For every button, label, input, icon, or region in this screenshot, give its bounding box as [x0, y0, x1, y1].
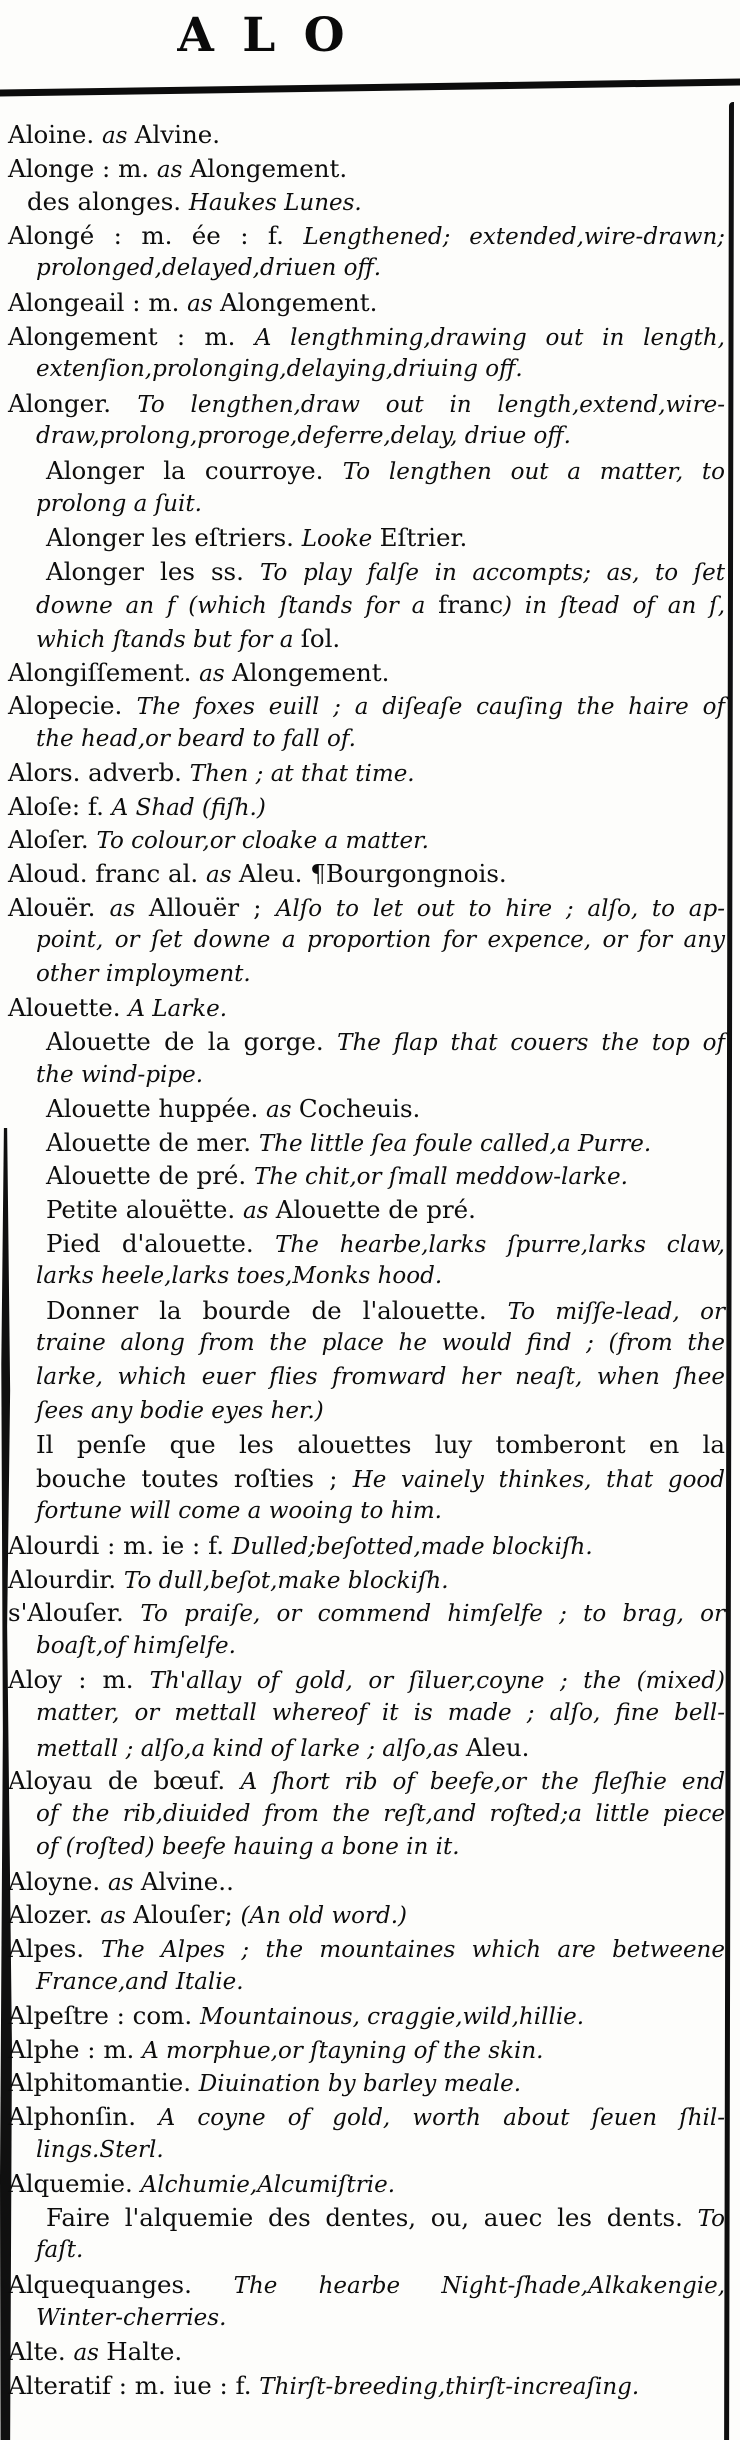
dictionary-entry: [0, 823, 740, 857]
entry-line: [0, 1395, 740, 1429]
entry-line: [0, 1563, 740, 1597]
italic-text: as: [109, 895, 149, 922]
entry-line: [0, 2369, 740, 2403]
roman-text: Aloyne.: [8, 1866, 108, 1896]
entry-line: [0, 1059, 740, 1093]
entry-line: [0, 2268, 740, 2302]
roman-text: Alte.: [8, 2337, 74, 2367]
entry-line: [0, 521, 740, 555]
italic-text: matter, or mettall whereof it is made ; alſo, fine bell-: [36, 1699, 725, 1726]
entry-line: [0, 2234, 740, 2268]
entry-line: [0, 1697, 740, 1731]
entry-line: [0, 2335, 740, 2369]
italic-text: A ſhort rib of beefe,or the fleſhie end: [240, 1769, 725, 1796]
roman-text: Alongé : m. ée : f.: [8, 220, 304, 250]
entry-line: [0, 1159, 740, 1193]
roman-text: Alongeail : m.: [8, 287, 188, 317]
italic-text: The chit,or ſmall meddow-larke.: [253, 1164, 628, 1191]
italic-text: A Shad (fiſh.): [111, 794, 266, 821]
roman-text: Alouette de pré.: [46, 1161, 254, 1191]
entry-line: [0, 622, 740, 656]
entry-line: [0, 2134, 740, 2168]
italic-text: of (roſted) beefe hauing a bone in it.: [36, 1834, 460, 1861]
italic-text: of the rib,diuided from the reſt,and roſted;a little piece: [36, 1800, 725, 1827]
roman-text: Alphonſin.: [8, 2102, 159, 2132]
dictionary-entry: [0, 2066, 740, 2100]
italic-text: To lengthen,draw out in length,extend,wire-: [137, 391, 725, 418]
dictionary-entry: [0, 286, 740, 320]
entry-line: [0, 454, 740, 488]
roman-text: Il penſe que les alouettes luy tomberont en la: [36, 1430, 725, 1460]
entry-line: [0, 1898, 740, 1932]
italic-text: traine along from the place he would find ; (from the: [36, 1330, 725, 1357]
roman-text: Alouër.: [8, 892, 110, 922]
roman-text: Alonger.: [8, 388, 138, 418]
italic-text: as: [73, 2340, 107, 2367]
entry-line: [0, 1361, 740, 1395]
entry-line: [0, 387, 740, 421]
entry-line: [0, 1260, 740, 1294]
entry-line: [0, 1092, 740, 1126]
entry-line: [0, 219, 740, 253]
entry-line: [0, 2302, 740, 2336]
italic-text: other imployment.: [36, 960, 251, 987]
roman-text: Alvine.: [134, 120, 221, 149]
entry-line: [0, 488, 740, 522]
italic-text: as: [156, 156, 190, 183]
italic-text: A lengthming,drawing out in length,: [254, 324, 725, 351]
entry-line: [0, 1731, 740, 1765]
roman-text: Alongement.: [219, 287, 378, 317]
roman-text: Alouette huppée.: [46, 1094, 267, 1124]
entry-line: [0, 286, 740, 320]
entry-line: [0, 2167, 740, 2201]
italic-text: Haukes Lunes.: [188, 190, 362, 217]
roman-text: Eſtrier.: [379, 523, 468, 553]
dictionary-entry: [0, 1898, 740, 1932]
roman-text: Alourdir.: [8, 1564, 124, 1594]
roman-text: Alteratif : m. iue : f.: [8, 2370, 260, 2400]
italic-text: To colour,or cloake a matter.: [96, 828, 429, 855]
roman-text: Alonger la courroye.: [46, 455, 343, 485]
italic-text: prolonged,delayed,driuen off.: [36, 255, 382, 282]
dictionary-entry: [0, 152, 740, 186]
entry-line: [0, 252, 740, 286]
entry-line: [0, 555, 740, 589]
italic-text: point, or ſet downe a proportion for expence, or for any: [36, 927, 725, 954]
entry-line: [0, 1966, 740, 2000]
italic-text: A coyne of gold, worth about ſeuen ſhil-: [158, 2105, 725, 2132]
entry-line: [0, 2066, 740, 2100]
dictionary-entry: [0, 118, 740, 152]
entry-line: [0, 958, 740, 992]
italic-text: downe an f (which ſtands for a: [36, 593, 439, 620]
roman-text: Alpes.: [8, 1934, 101, 1964]
dictionary-entry: [0, 1159, 740, 1193]
roman-text: Alourdi : m. ie : f.: [8, 1530, 232, 1560]
italic-text: Mountainous, craggie,wild,hillie.: [199, 2004, 585, 2031]
italic-text: The hearbe,larks ſpurre,larks claw,: [275, 1231, 725, 1258]
dictionary-entry: [0, 1529, 740, 1563]
dictionary-entry: [0, 1126, 740, 1160]
roman-text: Aloyau de bœuf.: [8, 1766, 241, 1796]
italic-text: which ſtands but for a: [36, 626, 301, 653]
entry-line: [0, 891, 740, 925]
dictionary-entry: [0, 1563, 740, 1597]
italic-text: fortune will come a wooing to him.: [36, 1498, 442, 1525]
roman-text: Alongiſſement.: [8, 657, 200, 687]
roman-text: Alouſer;: [133, 1900, 241, 1930]
entry-line: [0, 723, 740, 757]
roman-text: Cocheuis.: [298, 1094, 421, 1124]
italic-text: Alſo to let out to hire ; alſo, to ap-: [275, 895, 725, 922]
roman-text: Alongement.: [231, 657, 390, 687]
entry-line: [0, 420, 740, 454]
entry-line: [0, 1999, 740, 2033]
dictionary-entry: [0, 1294, 740, 1428]
roman-text: Pied d'alouette.: [46, 1228, 276, 1258]
header-rule: [0, 78, 740, 96]
italic-text: as: [187, 290, 220, 317]
dictionary-entry: [0, 1193, 740, 1227]
roman-text: Petite alouëtte.: [46, 1195, 243, 1224]
roman-text: s'Alouſer.: [8, 1598, 141, 1628]
dictionary-entry: [0, 656, 740, 690]
italic-text: as: [242, 1198, 276, 1224]
dictionary-entry: [0, 689, 740, 756]
roman-text: ſol.: [300, 623, 341, 653]
italic-text: as: [100, 1903, 134, 1930]
entry-line: [0, 1831, 740, 1865]
italic-text: draw,prolong,proroge,deferre,delay, driue off.: [36, 423, 571, 450]
dictionary-entry: [0, 857, 740, 891]
entry-line: [0, 1193, 740, 1227]
italic-text: Winter-cherries.: [36, 2304, 227, 2331]
italic-text: Th'allay of gold, or ſiluer,coyne ; the (mixed): [149, 1668, 725, 1695]
italic-text: boaſt,of himſelfe.: [36, 1632, 236, 1659]
roman-text: Aleu. ¶Bourgongnois.: [238, 859, 507, 889]
entry-line: [0, 2201, 740, 2235]
roman-text: Alonge : m.: [8, 153, 157, 183]
entry-line: [0, 1865, 740, 1899]
roman-text: Alpeſtre : com.: [8, 2001, 200, 2031]
dictionary-entry: [0, 219, 740, 286]
dictionary-entry: [0, 1999, 740, 2033]
dictionary-entry: [0, 1428, 740, 1529]
italic-text: Looke: [301, 526, 380, 553]
italic-text: Dulled;beſotted,made blockiſh.: [231, 1533, 593, 1560]
entry-line: [0, 588, 740, 622]
roman-text: franc: [438, 590, 504, 620]
dictionary-entry: [0, 1025, 740, 1092]
entry-line: [0, 1596, 740, 1630]
dictionary-entry: [0, 2167, 740, 2201]
entry-line: [0, 756, 740, 790]
entry-line: [0, 1294, 740, 1328]
italic-text: He vainely thinkes, that good: [352, 1466, 725, 1493]
dictionary-entry: [0, 1092, 740, 1126]
italic-text: as: [199, 660, 232, 687]
roman-text: Alongement : m.: [8, 321, 255, 351]
italic-text: (An old word.): [240, 1903, 407, 1930]
entry-line: [0, 1025, 740, 1059]
roman-text: Aleu.: [465, 1732, 530, 1762]
italic-text: The Alpes ; the mountaines which are betweene: [100, 1937, 725, 1964]
dictionary-entry: [0, 1764, 740, 1865]
italic-text: The foxes euill ; a diſeaſe cauſing the haire of: [136, 694, 725, 721]
dictionary-entry: [0, 1596, 740, 1663]
roman-text: Alquemie.: [8, 2169, 141, 2199]
roman-text: Aloſe: f.: [8, 791, 112, 821]
dictionary-entry: [0, 2201, 740, 2268]
italic-text: Alchumie,Alcumiſtrie.: [140, 2172, 396, 2199]
roman-text: Donner la bourde de l'alouette.: [46, 1295, 508, 1325]
entry-line: [0, 185, 740, 219]
italic-text: Thirſt-breeding,thirſt-increaſing.: [259, 2373, 640, 2400]
dictionary-entry: [0, 454, 740, 521]
italic-text: lings.Sterl.: [36, 2136, 164, 2163]
dictionary-entry: [0, 2268, 740, 2335]
roman-text: Alozer.: [8, 1900, 101, 1930]
entry-line: [0, 1327, 740, 1361]
entry-line: [0, 1495, 740, 1529]
italic-text: Then ; at that time.: [189, 761, 415, 788]
entry-line: [0, 1663, 740, 1697]
dictionary-entry: [0, 2100, 740, 2167]
roman-text: bouche toutes roſties ;: [36, 1463, 353, 1493]
italic-text: as: [266, 1097, 299, 1124]
entry-line: [0, 2100, 740, 2134]
italic-text: To dull,beſot,make blockiſh.: [123, 1567, 449, 1594]
entry-line: [0, 656, 740, 690]
italic-text: France,and Italie.: [36, 1968, 244, 1995]
dictionary-entry: [0, 521, 740, 555]
entry-line: [0, 991, 740, 1025]
roman-text: Alphe : m.: [8, 2034, 143, 2064]
italic-text: To play falſe in accompts; as, to ſet: [259, 559, 725, 586]
dictionary-entry: [0, 320, 740, 387]
italic-text: The flap that couers the top of: [337, 1030, 726, 1057]
italic-text: The little ſea foule called,a Purre.: [258, 1130, 652, 1157]
italic-text: extenſion,prolonging,delaying,driuing off.: [36, 356, 523, 383]
dictionary-entry: [0, 2369, 740, 2403]
dictionary-entry: [0, 2335, 740, 2369]
entry-line: [0, 1227, 740, 1261]
roman-text: Alouette de mer.: [46, 1127, 259, 1157]
dictionary-entry: [0, 1865, 740, 1899]
entry-line: [0, 823, 740, 857]
entry-list: [0, 118, 740, 2402]
roman-text: Halte.: [106, 2337, 183, 2367]
roman-text: Alopecie.: [8, 691, 137, 721]
roman-text: Allouër ;: [148, 892, 276, 922]
roman-text: Aloud. franc al.: [8, 859, 207, 889]
italic-text: The hearbe Night-ſhade,Alkakengie,: [233, 2273, 726, 2299]
roman-text: Aloine.: [8, 120, 102, 149]
entry-line: [0, 1428, 740, 1462]
italic-text: To lengthen out a matter, to: [342, 458, 726, 485]
entry-line: [0, 2033, 740, 2067]
italic-text: To: [697, 2205, 725, 2232]
entry-line: [0, 689, 740, 723]
page-header: A L O: [177, 8, 351, 63]
dictionary-entry: [0, 891, 740, 992]
italic-text: A Larke.: [128, 996, 228, 1023]
entry-line: [0, 152, 740, 186]
roman-text: Alors. adverb.: [8, 758, 190, 788]
roman-text: Alouette de pré.: [275, 1195, 476, 1224]
italic-text: Diuination by barley meale.: [198, 2071, 521, 2098]
dictionary-entry: [0, 185, 740, 219]
entry-line: [0, 857, 740, 891]
dictionary-entry: [0, 1932, 740, 1999]
entry-line: [0, 790, 740, 824]
dictionary-entry: [0, 2033, 740, 2067]
roman-text: Alouette.: [8, 993, 129, 1023]
roman-text: Alongement.: [189, 153, 348, 183]
roman-text: Alphitomantie.: [8, 2068, 199, 2098]
roman-text: Alonger les eſtriers.: [46, 523, 302, 553]
italic-text: as: [107, 1869, 141, 1896]
italic-text: as: [206, 862, 239, 889]
roman-text: Aloy : m.: [8, 1665, 150, 1695]
italic-text: A morphue,or ſtayning of the skin.: [142, 2037, 544, 2064]
dictionary-entry: [0, 1663, 740, 1764]
dictionary-entry: [0, 790, 740, 824]
italic-text: To miſſe-lead, or: [507, 1298, 725, 1325]
entry-line: [0, 320, 740, 354]
entry-line: [0, 353, 740, 387]
entry-line: [0, 1529, 740, 1563]
italic-text: ſees any bodie eyes her.): [36, 1397, 324, 1424]
entry-line: [0, 1126, 740, 1160]
dictionary-entry: [0, 991, 740, 1025]
dictionary-entry: [0, 1227, 740, 1294]
italic-text: larke, which euer flies fromward her neaſt, when ſhee: [36, 1363, 725, 1390]
entry-line: [0, 1764, 740, 1798]
entry-line: [0, 1462, 740, 1496]
roman-text: Alouette de la gorge.: [46, 1027, 338, 1057]
entry-line: [0, 118, 740, 152]
entry-line: [0, 1630, 740, 1664]
italic-text: prolong a ſuit.: [36, 490, 202, 517]
italic-text: the wind-pipe.: [36, 1061, 204, 1088]
dictionary-entry: [0, 555, 740, 656]
roman-text: Alonger les ss.: [46, 556, 260, 586]
dictionary-entry: [0, 756, 740, 790]
roman-text: Alvine..: [140, 1866, 234, 1896]
roman-text: Alquequanges.: [8, 2270, 234, 2299]
italic-text: as: [101, 123, 135, 149]
entry-line: [0, 924, 740, 958]
roman-text: des alonges.: [27, 187, 189, 217]
roman-text: Aloſer.: [8, 825, 97, 855]
italic-text: faſt.: [36, 2237, 84, 2264]
italic-text: Lengthened; extended,wire-drawn;: [303, 223, 725, 250]
italic-text: To praiſe, or commend himſelfe ; to brag, or: [140, 1601, 725, 1628]
entry-line: [0, 1932, 740, 1966]
italic-text: larks heele,larks toes,Monks hood.: [36, 1263, 443, 1290]
italic-text: the head,or beard to fall of.: [36, 725, 356, 752]
italic-text: mettall ; alſo,a kind of larke ; alſo,as: [36, 1735, 466, 1762]
italic-text: ) in ſtead of an ſ,: [503, 593, 726, 620]
entry-line: [0, 1798, 740, 1832]
roman-text: Faire l'alquemie des dentes, ou, auec les dents.: [46, 2202, 698, 2232]
dictionary-entry: [0, 387, 740, 454]
